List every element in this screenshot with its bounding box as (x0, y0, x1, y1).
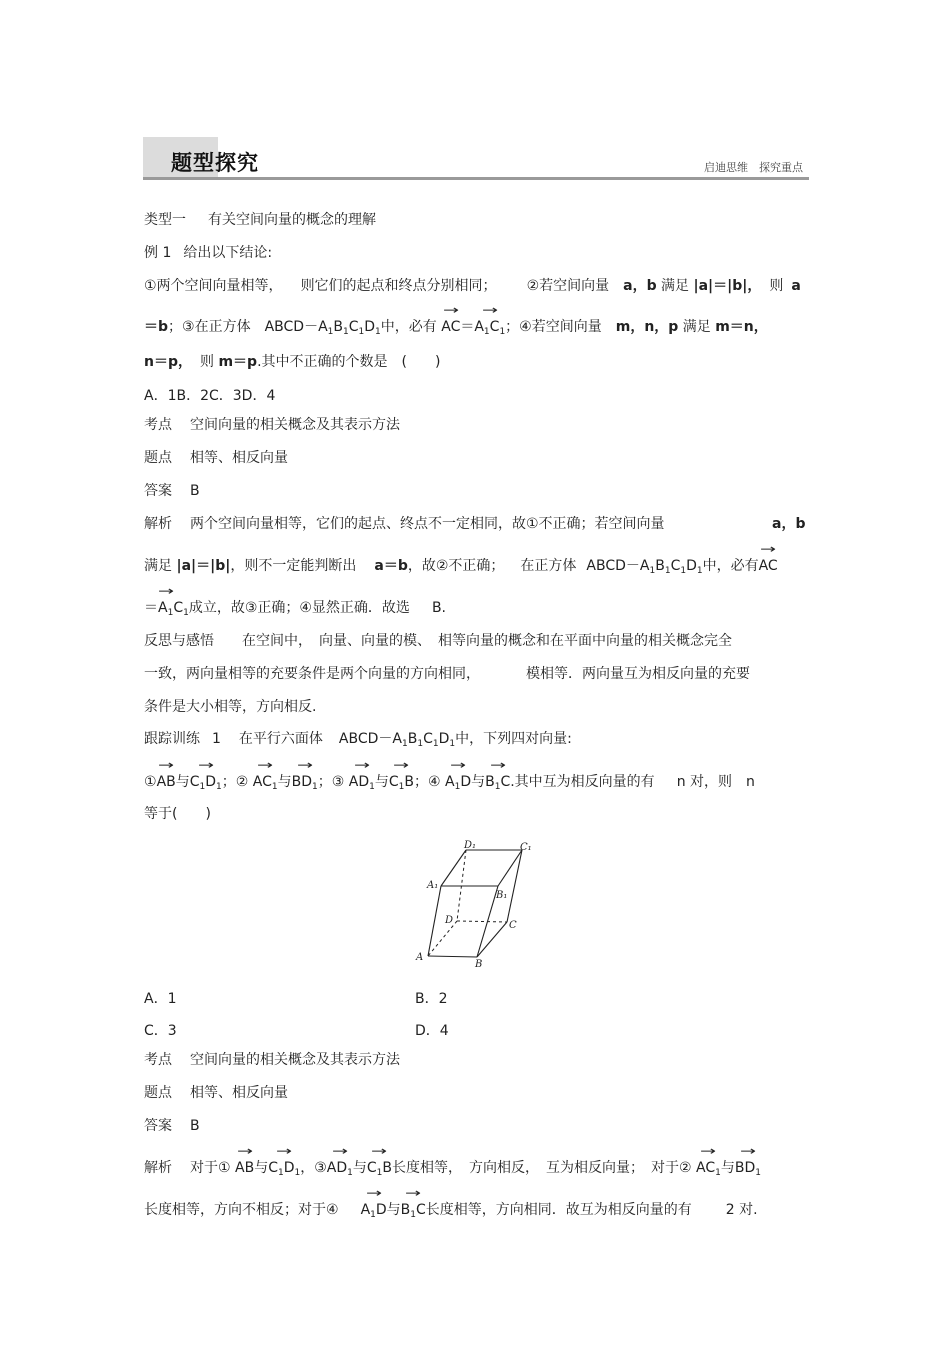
vector-ac1: → $AC_1$ (253, 772, 278, 792)
analysis-2-line-2: 长度相等，方向不相反；对于④→ $A_1D$与→ $B_1C$长度相等，方向相同．故互为相反向量的有 2 对. (144, 1200, 758, 1220)
question-line-2: ＝b；③在正方体 $ABCD-A_1B_1C_1D_1$中，必有 → $AC=\to A_1C_1$；④若空间向量 m，n，p 满足 m＝n， (144, 317, 768, 337)
reflection-line-1: 反思与感悟 在空间中， 向量、向量的模、 相等向量的概念和在平面中向量的相关概念完全 (144, 633, 732, 649)
label-a1: A₁ (427, 880, 439, 891)
answer-1: 答案 B (144, 483, 200, 499)
edge-da-hidden (428, 921, 457, 956)
vector-a1c1: → $A_1C_1$ (474, 317, 505, 337)
example-heading: 例 1 给出以下结论: (144, 245, 273, 261)
vector-ad1: → $AD_1$ (349, 772, 375, 792)
vector-c1b: → $C_1B$ (367, 1158, 392, 1178)
vector-ac1: → $AC_1$ (696, 1158, 721, 1178)
vector-a1d: → $A_1D$ (361, 1200, 387, 1220)
vector-a1d: → $A_1D$ (445, 772, 471, 792)
analysis-1-line-3: → $=A_1C_1$成立，故③正确；④显然正确．故选 B. (144, 598, 446, 618)
banner-rule (143, 177, 809, 180)
dengyu-line: 等于( ) (144, 806, 211, 822)
parallelepiped-figure (410, 838, 550, 970)
tidian-1: 题点 相等、相反向量 (144, 450, 288, 466)
question-line-1: ①两个空间向量相等， 则它们的起点和终点分别相同； ②若空间向量 a，b 满足 |a|＝|b|， 则 a (144, 278, 801, 294)
vector-bd1: → $BD_1$ (292, 772, 318, 792)
vector-ac: → AC (759, 556, 778, 576)
label-a: A (416, 952, 424, 963)
label-b: B (475, 959, 483, 970)
label-d: D (445, 915, 454, 926)
option-a: A．1 (144, 991, 177, 1007)
answer-2: 答案 B (144, 1118, 200, 1134)
vector-c1b: → $C_1B$ (389, 772, 414, 792)
vector-ab: → AB (235, 1158, 254, 1178)
practice-heading: 跟踪训练 1 在平行六面体 $ABCD-A_1B_1C_1D_1$中，下列四对向量: (144, 731, 572, 749)
edge-ab (428, 956, 477, 957)
vector-ad1: → $AD_1$ (327, 1158, 353, 1178)
analysis-1-line-1-end: a，b (772, 516, 806, 532)
vector-c1d1: → $C_1D_1$ (190, 772, 222, 792)
options-1: A．1B．2C．3D．4 (144, 388, 276, 404)
tidian-2: 题点 相等、相反向量 (144, 1085, 288, 1101)
analysis-1-line-1: 解析 两个空间向量相等，它们的起点、终点不一定相同，故①不正确；若空间向量 (144, 516, 665, 532)
label-d1: D₁ (464, 840, 477, 851)
edge-bc (477, 922, 507, 957)
label-b1: B₁ (496, 890, 508, 901)
kaodian-1: 考点 空间向量的相关概念及其表示方法 (144, 417, 400, 433)
vector-pairs-line: ①→ AB与→ $C_1D_1$；② → $AC_1$与→ $BD_1$；③ → $AD_1$与→ $C_1B$；④ → $A_1D$与→ $B_1C$.其中互为相反向量的有 n 对，则 n (144, 772, 755, 792)
option-c: C．3 (144, 1023, 177, 1039)
analysis-1-line-2: 满足 |a|＝|b|，则不一定能判断出 a＝b，故②不正确； 在正方体 $ABCD-A_1B_1C_1D_1$中，必有→ AC (144, 556, 778, 576)
vector-ac: → AC (441, 317, 460, 337)
vector-a1c1: → $=A_1C_1$ (144, 598, 189, 618)
reflection-line-2: 一致，两向量相等的充要条件是两个向量的方向相同， 模相等．两向量互为相反向量的充要 (144, 666, 750, 682)
reflection-line-3: 条件是大小相等，方向相反. (144, 699, 317, 715)
label-c1: C₁ (520, 842, 532, 853)
banner-subtitle: 启迪思维 探究重点 (704, 161, 803, 174)
vector-bd1: → $BD_1$ (735, 1158, 761, 1178)
vector-b1c: → $B_1C$ (485, 772, 510, 792)
section-heading: 类型一 有关空间向量的概念的理解 (144, 212, 376, 228)
question-line-3: n＝p， 则 m＝p.其中不正确的个数是 ( ) (144, 354, 441, 370)
label-c: C (509, 920, 517, 931)
analysis-2-line-1: 解析 对于① → AB与→ $C_1D_1$，③→ $AD_1$与→ $C_1B$长度相等， 方向相反， 互为相反向量； 对于② → $AC_1$与→ $BD_1$ (144, 1158, 761, 1178)
section-banner (143, 137, 809, 181)
vector-c1d1: → $C_1D_1$ (268, 1158, 300, 1178)
edge-dc-hidden (457, 921, 507, 922)
kaodian-2: 考点 空间向量的相关概念及其表示方法 (144, 1052, 400, 1068)
vector-ab: → AB (157, 772, 176, 792)
option-d: D．4 (415, 1023, 449, 1039)
option-b: B．2 (415, 991, 448, 1007)
vector-b1c: → $B_1C$ (401, 1200, 426, 1220)
banner-title: 题型探究 (171, 151, 259, 175)
edge-a1a (428, 886, 441, 956)
